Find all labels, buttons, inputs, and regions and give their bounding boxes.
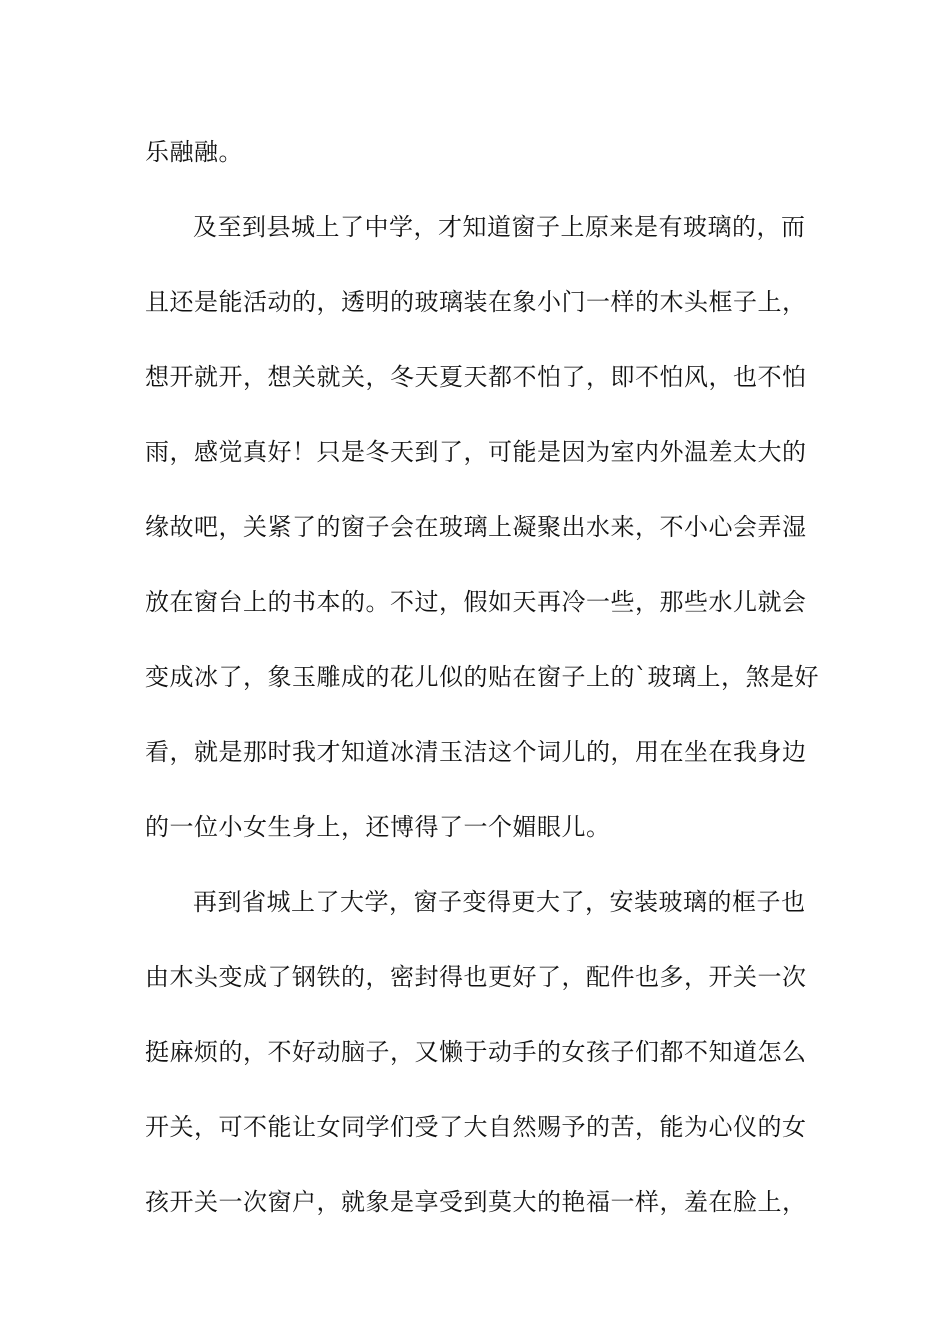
text-line: 看，就是那时我才知道冰清玉洁这个词儿的，用在坐在我身边 — [145, 738, 807, 766]
text-line: 再到省城上了大学，窗子变得更大了，安装玻璃的框子也 — [193, 888, 806, 916]
text-line: 变成冰了，象玉雕成的花儿似的贴在窗子上的`玻璃上，煞是好 — [145, 663, 819, 691]
text-line: 且还是能活动的，透明的玻璃装在象小门一样的木头框子上， — [145, 288, 807, 316]
text-line: 缘故吧，关紧了的窗子会在玻璃上凝聚出水来，不小心会弄湿 — [145, 513, 807, 541]
text-line: 想开就开，想关就关，冬天夏天都不怕了，即不怕风，也不怕 — [145, 363, 807, 391]
text-line: 雨，感觉真好！只是冬天到了，可能是因为室内外温差太大的 — [145, 438, 807, 466]
text-line: 挺麻烦的，不好动脑子，又懒于动手的女孩子们都不知道怎么 — [145, 1038, 807, 1066]
text-line: 的一位小女生身上，还博得了一个媚眼儿。 — [145, 813, 611, 841]
text-line: 开关，可不能让女同学们受了大自然赐予的苦，能为心仪的女 — [145, 1113, 807, 1141]
text-line: 由木头变成了钢铁的，密封得也更好了，配件也多，开关一次 — [145, 963, 807, 991]
text-line: 放在窗台上的书本的。不过，假如天再冷一些，那些水儿就会 — [145, 588, 807, 616]
body-text — [145, 127, 819, 1252]
text-line: 孩开关一次窗户，就象是享受到莫大的艳福一样，羞在脸上， — [145, 1188, 807, 1216]
text-line: 及至到县城上了中学，才知道窗子上原来是有玻璃的，而 — [193, 213, 806, 241]
text-line: 乐融融。 — [145, 138, 243, 166]
